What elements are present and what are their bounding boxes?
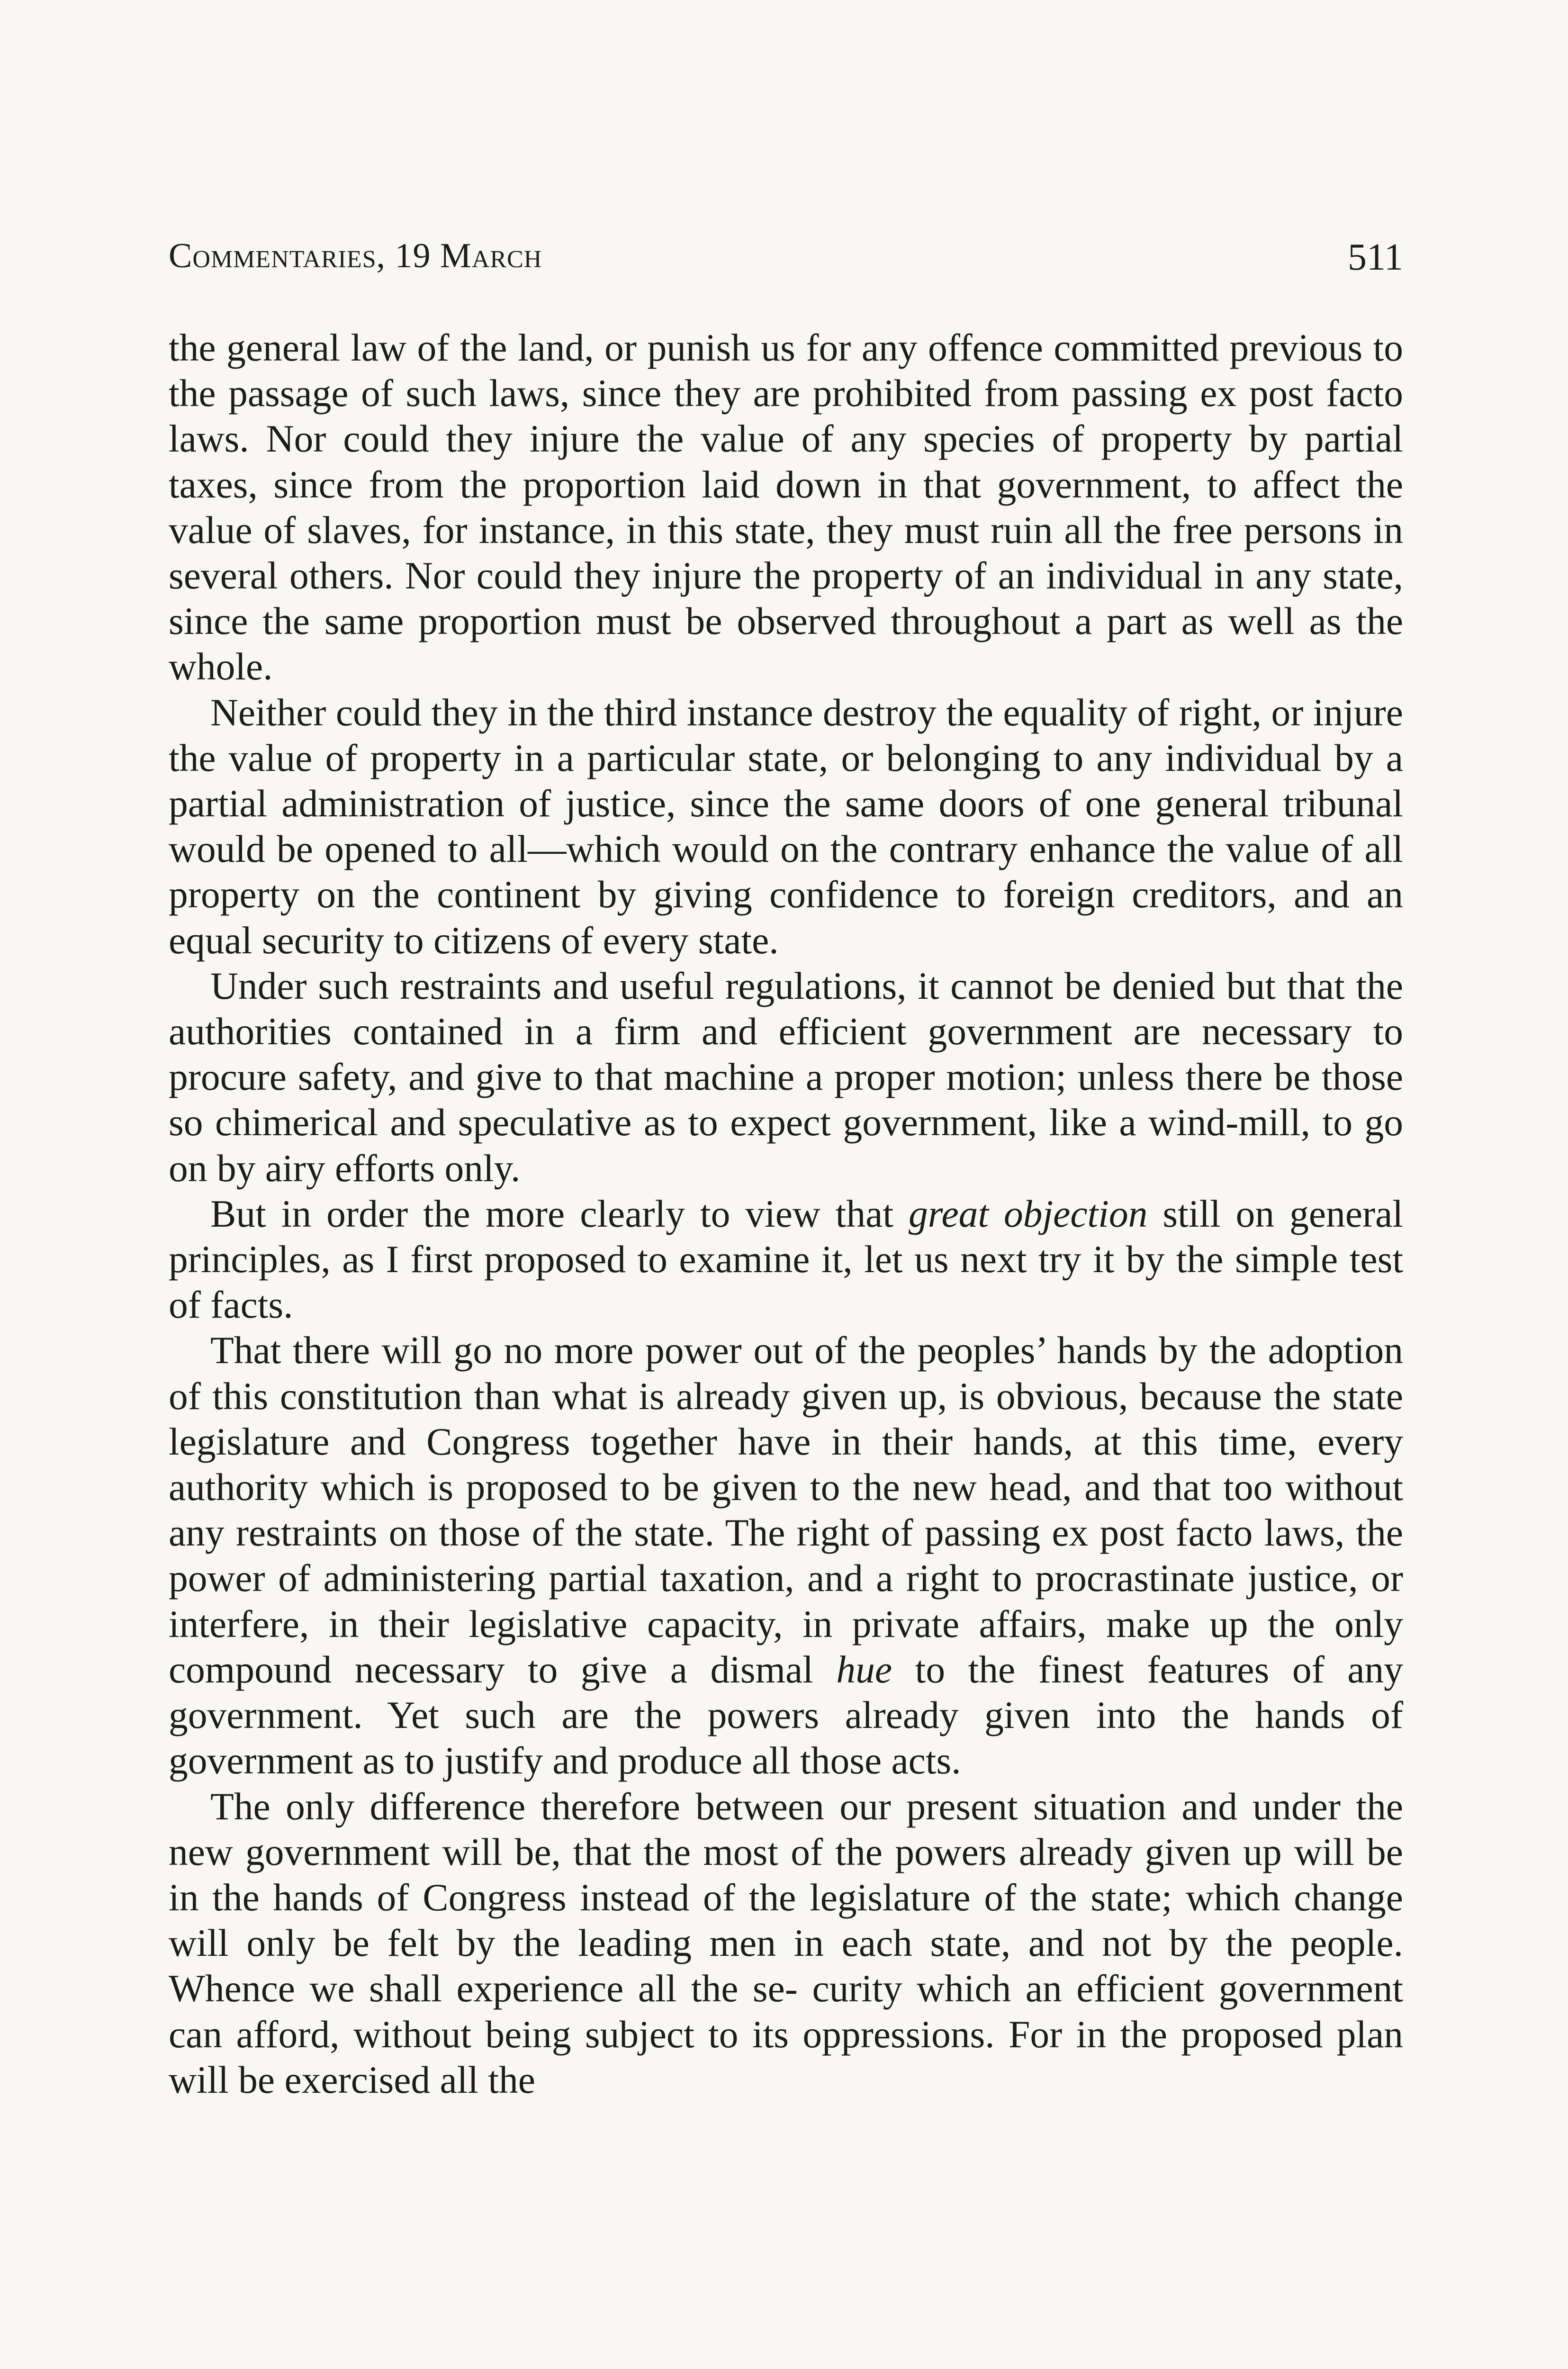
paragraph-3 [169,963,1403,1191]
paragraph-4 [169,1191,1403,1328]
paragraph-1 [169,325,1403,690]
paragraph-4-text-a: But in order the more clearly to view that [210,1192,909,1235]
paragraph-5-text-a: That there will go no more power out of the peoples’ hands by the adoption of this constitution than what is already given up, is obvious, because the state legislature and Congress together have in their hands, at this time, every authority which is proposed to be given to the new head, and that too without any restraints on those of the state. The right of passing ex post facto laws, the power of administering partial taxation, and a right to procrastinate justice, or interfere, in their legislative capacity, in private affairs, make up the only compound necessary to give a dismal [169,1329,1403,1691]
paragraph-5 [169,1328,1403,1783]
paragraph-6-text: The only difference therefore between our present situation and under the new government will be, that the most of the powers already given up will be in the hands of Congress instead of the legislature of the state; which change will only be felt by the leading men in each state, and not by the people. Whence we shall experience all the se- curity which an efficient government can afford, without being subject to its oppressions. For in the proposed plan will be exercised all the [169,1784,1403,2101]
paragraph-1-text: the general law of the land, or punish us for any offence committed previous to the passage of such laws, since they are prohibited from passing ex post facto laws. Nor could they injure the value of any species of property by partial taxes, since from the proportion laid down in that government, to affect the value of slaves, for instance, in this state, they must ruin all the free persons in several others. Nor could they injure the property of an individual in any state, since the same proportion must be observed throughout a part as well as the whole. [169,326,1403,688]
page-header [169,236,1403,293]
page-number: 511 [1347,236,1403,278]
paragraph-3-text: Under such restraints and useful regulations, it cannot be denied but that the authorities contained in a firm and efficient government are necessary to procure safety, and give to that machine a proper motion; unless there be those so chimerical and speculative as to expect government, like a wind-mill, to go on by airy efforts only. [169,964,1403,1190]
running-head: Commentaries, 19 March [169,236,542,275]
paragraph-4-text-b: still on general principles, as I first proposed to examine it, let us next try it by the simple test of facts. [169,1192,1403,1327]
paragraph-5-italic-word: hue [836,1647,892,1691]
paragraph-5-text-b: to the finest features of any government. Yet such are the powers already given into the hands of government as to justify and produce all those acts. [169,1647,1403,1782]
paragraph-4-italic-phrase: great objection [909,1192,1148,1235]
body-text [169,325,1403,2103]
paragraph-6 [169,1784,1403,2103]
paragraph-2 [169,690,1403,963]
paragraph-2-text: Neither could they in the third instance destroy the equality of right, or injure the value of property in a particular state, or belonging to any individual by a partial administration of justice, since the same doors of one general tribunal would be opened to all—which would on the contrary enhance the value of all property on the continent by giving confidence to foreign creditors, and an equal security to citizens of every state. [169,690,1403,962]
